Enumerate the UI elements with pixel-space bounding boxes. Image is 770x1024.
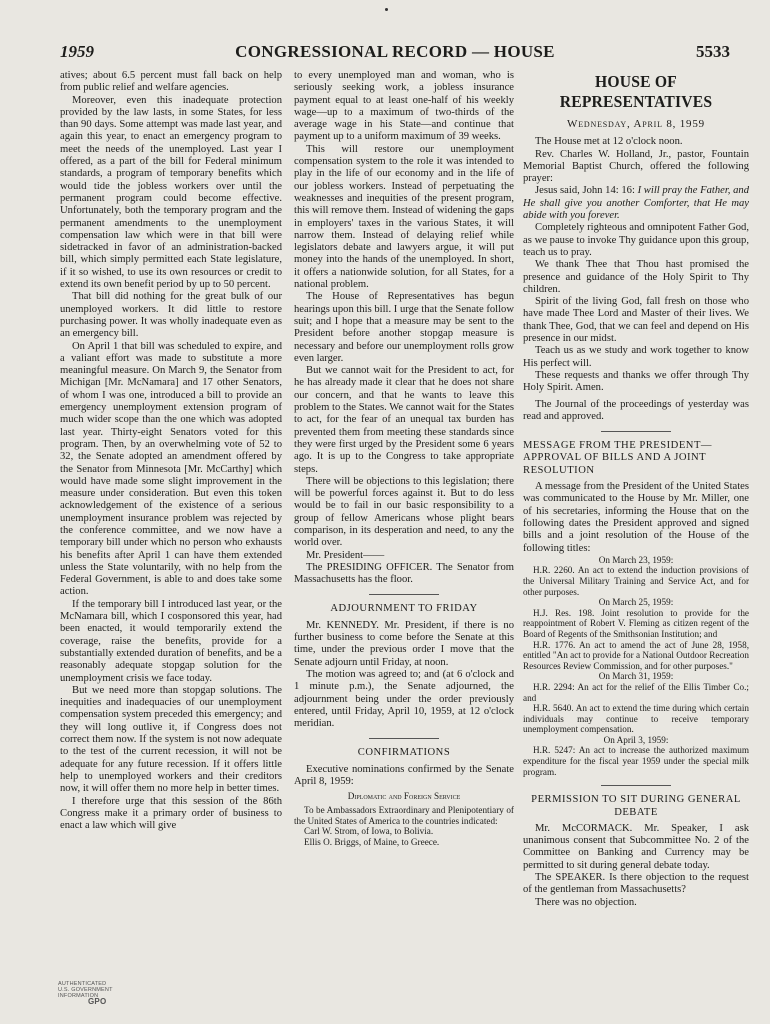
paragraph: But we cannot wait for the President to act, for he has already made it clear that he does not share our concern, and that he wants to leave this problem to the States. We cannot wait for the States to act, for the fear of an unequal tax burden has prevented them from meeting these standards since they were first urged by the President some 6 years ago. It is up to the Congress to take appropriate steps. <box>294 365 514 475</box>
header-page-number: 5533 <box>696 42 730 61</box>
seal-text: INFORMATION <box>58 993 99 999</box>
divider <box>369 594 439 595</box>
paragraph: But we need more than stopgap solutions. The inequities and inadequacies of our unemployment compensation system preceded this emergency; and they will long outlive it, if Congress does not correct them now. If the system is not now adequate to the test of the current recession, it will not be adequate for any future recession. If it offers little help to unemployed workers and their creditors now, it will offer them no more help in better times. <box>60 684 282 795</box>
nomination: Ellis O. Briggs, of Maine, to Greece. <box>304 836 440 847</box>
paragraph: The PRESIDING OFFICER. The Senator from Massachusetts has the floor. <box>294 561 514 586</box>
date-subheading: On March 25, 1959: <box>598 597 674 608</box>
paragraph: That bill did nothing for the great bulk of our unemployed workers. It did little to restore purchasing power. It was wholly inadequate even as an emergency bill. <box>60 291 282 340</box>
paragraph: Executive nominations confirmed by the Senate April 8, 1959: <box>294 763 514 788</box>
paragraph: Teach us as we study and work together to know His perfect will. <box>523 345 749 369</box>
paragraph: There was no objection. <box>535 896 637 908</box>
date-subheading: On March 31, 1959: <box>598 671 674 682</box>
paragraph: On April 1 that bill was scheduled to expire, and a valiant effort was made to substitute a more meaningful measure. On March 9, the Senator from Michigan [Mr. McNamara] and 17 other Senators, of whom I was one, introduced a bill to provide an emergency unemployment extension program of much wider scope than the one which was adopted last year. Thirty-eight Senators voted for this program. Then, by an overwhelming vote of 52 to 32, the Senate adopted an amendment offered by the Senator from Minnesota [Mr. McCarthy] which would have made some slight improvement in the measure under consideration. But even this token acknowledgement of the existence of a serious unemployment insurance problem was rejected by the conference committee, and we now have a temporary bill under which no person who exhausts his benefits after April 1 can have them extended unless the State voluntarily, with no help from the Federal Government, is able to and does take some action. <box>60 340 282 598</box>
gpo-logo: GPO <box>88 997 107 1006</box>
paragraph: atives; about 6.5 percent must fall back on help from public relief and welfare agencies. <box>60 70 282 94</box>
section-heading-message: MESSAGE FROM THE PRESIDENT—APPROVAL OF BILLS AND A JOINT RESOLUTION <box>523 440 713 476</box>
column-senate-continued <box>60 70 282 984</box>
date-subheading: On March 23, 1959: <box>598 554 674 565</box>
paragraph: A message from the President of the United States was communicated to the House by Mr. Miller, one of his secretaries, informing the House that on the following dates the President approved and signed bills and a joint resolution of the House of the following titles: <box>523 481 749 554</box>
nomination: Carl W. Strom, of Iowa, to Bolivia. <box>304 826 434 837</box>
paragraph: Mr. President—— <box>306 549 385 561</box>
paragraph: To be Ambassadors Extraordinary and Plenipotentiary of the United States of America to the countries indicated: <box>294 804 514 826</box>
section-heading-permission: PERMISSION TO SIT DURING GENERAL DEBATE <box>531 794 741 818</box>
bill-entry: H.J. Res. 198. Joint resolution to provide for the reappointment of Robert V. Fleming as citizen regent of the Board of Regents of the Smithsonian Institution; and <box>523 607 749 639</box>
date-subheading: On April 3, 1959: <box>603 734 669 745</box>
header-year: 1959 <box>60 42 94 61</box>
prayer-verse: I will pray the Father, and He shall give you another Comforter, that He may abide with you forever. <box>523 185 749 222</box>
bill-entry: H.R. 2260. An act to extend the induction provisions of the Universal Military Training and Service Act, and for other purposes. <box>523 565 749 597</box>
paragraph: The Journal of the proceedings of yesterday was read and approved. <box>523 398 749 422</box>
column-senate-end <box>294 70 514 984</box>
paragraph: I therefore urge that this session of the 86th Congress make it a primary order of business to enact a law which will give <box>60 795 282 832</box>
bill-entry: H.R. 5247: An act to increase the authorized maximum expenditure for the fiscal year 1959 under the special milk program. <box>523 745 749 777</box>
column-house <box>523 70 749 984</box>
paragraph: The motion was agreed to; and (at 6 o'clock and 1 minute p.m.), the Senate adjourned, the adjournment being under the order previously entered, until Friday, April 10, 1959, at 12 o'clock meridian. <box>294 668 514 730</box>
prayer-citation: Jesus said, John 14: 16: <box>535 185 638 197</box>
paragraph: The SPEAKER. Is there objection to the request of the gentleman from Massachusetts? <box>523 872 749 896</box>
paragraph: Completely righteous and omnipotent Father God, as we pause to invoke Thy guidance upon this group, teach us to pray. <box>523 222 749 258</box>
page-header <box>60 42 730 64</box>
paragraph: The House of Representatives has begun hearings upon this bill. I urge that the Senate follow suit; and I hope that a measure may be sent to the President before another stopgap measure is necessary and before our unemployment rolls grow even larger. <box>294 291 514 364</box>
scan-speck <box>385 8 388 11</box>
session-date: Wednesday, April 8, 1959 <box>567 118 705 130</box>
section-heading-confirmations: CONFIRMATIONS <box>357 747 451 759</box>
paragraph: The House met at 12 o'clock noon. <box>535 136 683 148</box>
seal-text: U.S. GOVERNMENT <box>58 987 113 993</box>
divider <box>601 785 671 786</box>
paragraph: These requests and thanks we offer through Thy Holy Spirit. Amen. <box>523 369 749 394</box>
divider <box>601 431 671 432</box>
paragraph: There will be objections to this legislation; there will be powerful forces against it. But to do less would be to fail in our basic responsibility to a group of fellow Americans whose plight bears comparison, in its desperation and need, to any the world over. <box>294 475 514 549</box>
paragraph: This will restore our unemployment compensation system to the role it was intended to play in the life of our economy and in the life of our jobless workers. Instead of perpetuating the weaknesses and inequities of the present program, this will remove them. Instead of widening the gaps in employers' taxes in the various States, it will narrow them. Instead of delaying relief while legislators debate and lawyers argue, it will put money into the hands of the unemployed. In short, it offers a nationwide solution, for all States, for a national problem. <box>294 143 514 291</box>
prayer-quote <box>523 185 749 222</box>
paragraph: Mr. KENNEDY. Mr. President, if there is no further business to come before the Senate at this time, under the previous order I move that the Senate adjourn until Friday, at noon. <box>294 619 514 668</box>
paragraph: If the temporary bill I introduced last year, or the McNamara bill, which I cosponsored this year, had been enacted, it would temporarily extend the coverage, raise the benefits, provide for a substantially extended duration of benefits, and be a reasonably adequate stopgap solution for the unemployment crisis we face today. <box>60 598 282 684</box>
bill-entry: H.R. 5640. An act to extend the time during which certain individuals may continue to receive temporary unemployment compensation. <box>523 703 749 735</box>
paragraph: Mr. McCORMACK. Mr. Speaker, I ask unanimous consent that Subcommittee No. 2 of the Committee on Banking and Currency may be permitted to sit during general debate today. <box>523 822 749 871</box>
section-heading-adjournment: ADJOURNMENT TO FRIDAY <box>330 603 478 615</box>
header-title: CONGRESSIONAL RECORD — HOUSE <box>235 42 555 61</box>
paragraph: Rev. Charles W. Holland, Jr., pastor, Fountain Memorial Baptist Church, offered the following prayer: <box>523 148 749 185</box>
paragraph: We thank Thee that Thou hast promised the presence and guidance of the Holy Spirit to Thy children. <box>523 259 749 295</box>
bill-entry: H.R. 1776. An act to amend the act of June 28, 1958, entitled "An act to provide for a National Outdoor Recreation Resources Review Commission, and for other purposes." <box>523 639 749 671</box>
divider <box>369 738 439 739</box>
paragraph: Moreover, even this inadequate protection provided by the law lasts, in some States, for less than 90 days. Some attempt was made last year, and again this year, to enact an emergency program to meet the needs of the unemployed. Last year I offered, as a part of the bill for Federal minimum standards, a program of temporary benefits which would tide the jobless workers over until the permanent program could become effective. Unfortunately, both the temporary program and the permanent amendments to the unemployment compensation law which were in that bill were sidetracked in favor of an administration-backed bill, which simply permitted each State legislature, if it so wished, to use its own resources or credit to extend its own benefit period by up to 50 percent. <box>60 94 282 291</box>
paragraph: Spirit of the living God, fall fresh on those who have made Thee Lord and Master of their lives. We thank Thee, God, that we can feel and depend on His presence in our midst. <box>523 296 749 345</box>
bill-entry: H.R. 2294: An act for the relief of the Ellis Timber Co.; and <box>523 681 749 703</box>
seal-text: AUTHENTICATED <box>58 981 107 987</box>
authentication-seal <box>58 981 118 1006</box>
section-title-house: HOUSE OF REPRESENTATIVES <box>559 72 713 111</box>
paragraph: to every unemployed man and woman, who is seriously seeking work, a jobless insurance payment equal to at least one-half of his weekly wage—up to a maximum of two-thirds of the average wage in his State—and continue that payment up to a uniform maximum of 39 weeks. <box>294 70 514 143</box>
subheading-diplomatic: Diplomatic and Foreign Service <box>347 791 461 802</box>
